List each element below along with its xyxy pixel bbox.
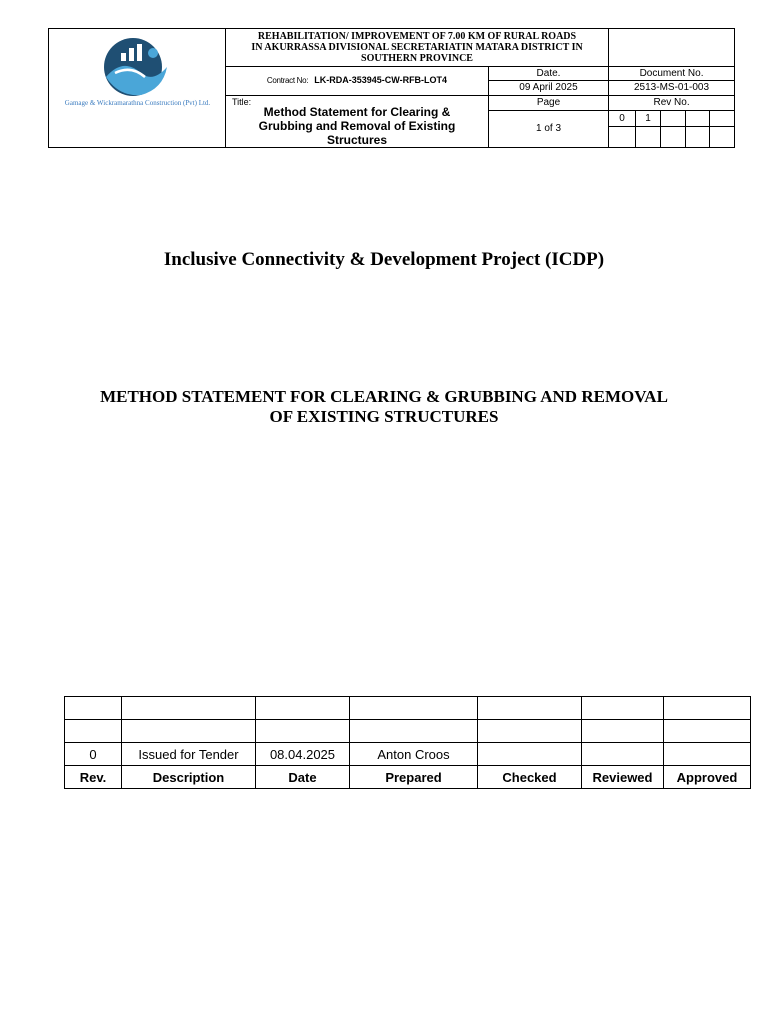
rev-digit: 1 [636,110,661,126]
title-cell [226,95,489,147]
date-value: 09 April 2025 [489,81,609,95]
project-title-line: IN AKURRASSA DIVISIONAL SECRETARIATIN MATARA DISTRICT IN [251,42,583,54]
column-header: Date [256,766,350,789]
column-header: Reviewed [582,766,664,789]
document-title-line: METHOD STATEMENT FOR CLEARING & GRUBBING AND REMOVAL [100,387,668,406]
table-cell: 0 [65,743,122,766]
table-cell [582,720,664,743]
table-cell [478,697,582,720]
column-header: Prepared [350,766,478,789]
title-line: Structures [326,132,388,147]
table-cell [478,743,582,766]
rev-blank [686,126,710,147]
document-title [70,387,698,427]
contract-cell [226,67,489,95]
table-cell: Anton Croos [350,743,478,766]
column-header: Rev. [65,766,122,789]
column-header: Description [122,766,256,789]
table-header-row [65,766,751,789]
company-name: Gamage & Wickramarathna Construction (Pvt) Ltd. [64,99,211,107]
title-line: Method Statement for Clearing & [263,104,451,119]
revision-table [64,696,751,789]
project-title [226,29,609,67]
table-cell [256,720,350,743]
table-cell [65,697,122,720]
document-header [48,28,735,148]
rev-blank [661,126,686,147]
main-title: Inclusive Connectivity & Development Project (ICDP) [163,249,605,270]
rev-blank [710,126,735,147]
project-title-line: REHABILITATION/ IMPROVEMENT OF 7.00 KM OF RURAL ROADS [257,31,577,43]
contract-number: LK-RDA-353945-CW-RFB-LOT4 [314,75,448,86]
table-cell [65,720,122,743]
table-cell: Issued for Tender [122,743,256,766]
document-number-label: Document No. [609,67,735,81]
rev-blank [636,126,661,147]
table-cell [582,697,664,720]
document-number-value: 2513-MS-01-003 [609,81,735,95]
logo-cell [49,29,226,148]
project-title-line: SOUTHERN PROVINCE [361,53,473,65]
table-cell [256,697,350,720]
rev-no-label: Rev No. [609,95,735,110]
page-label: Page [489,95,609,110]
table-cell [478,720,582,743]
table-row [65,743,751,766]
table-row [65,697,751,720]
rev-digit [686,110,710,126]
rev-digit [661,110,686,126]
page-value: 1 of 3 [489,110,609,147]
document-title-short [226,96,488,147]
date-label: Date. [489,67,609,81]
contract-label: Contract No: [266,76,309,86]
table-cell [664,743,751,766]
table-cell [350,697,478,720]
table-cell [664,697,751,720]
table-cell: 08.04.2025 [256,743,350,766]
title-label: Title: [232,96,252,107]
rev-digit: 0 [609,110,636,126]
table-row [65,720,751,743]
rev-blank [609,126,636,147]
table-cell [122,697,256,720]
table-cell [664,720,751,743]
table-cell [582,743,664,766]
company-logo-icon [101,37,171,99]
table-cell [122,720,256,743]
column-header: Checked [478,766,582,789]
title-line: Grubbing and Removal of Existing [258,118,456,133]
rev-digit [710,110,735,126]
header-blank-cell [609,29,735,67]
column-header: Approved [664,766,751,789]
table-cell [350,720,478,743]
document-title-line: OF EXISTING STRUCTURES [269,407,499,426]
